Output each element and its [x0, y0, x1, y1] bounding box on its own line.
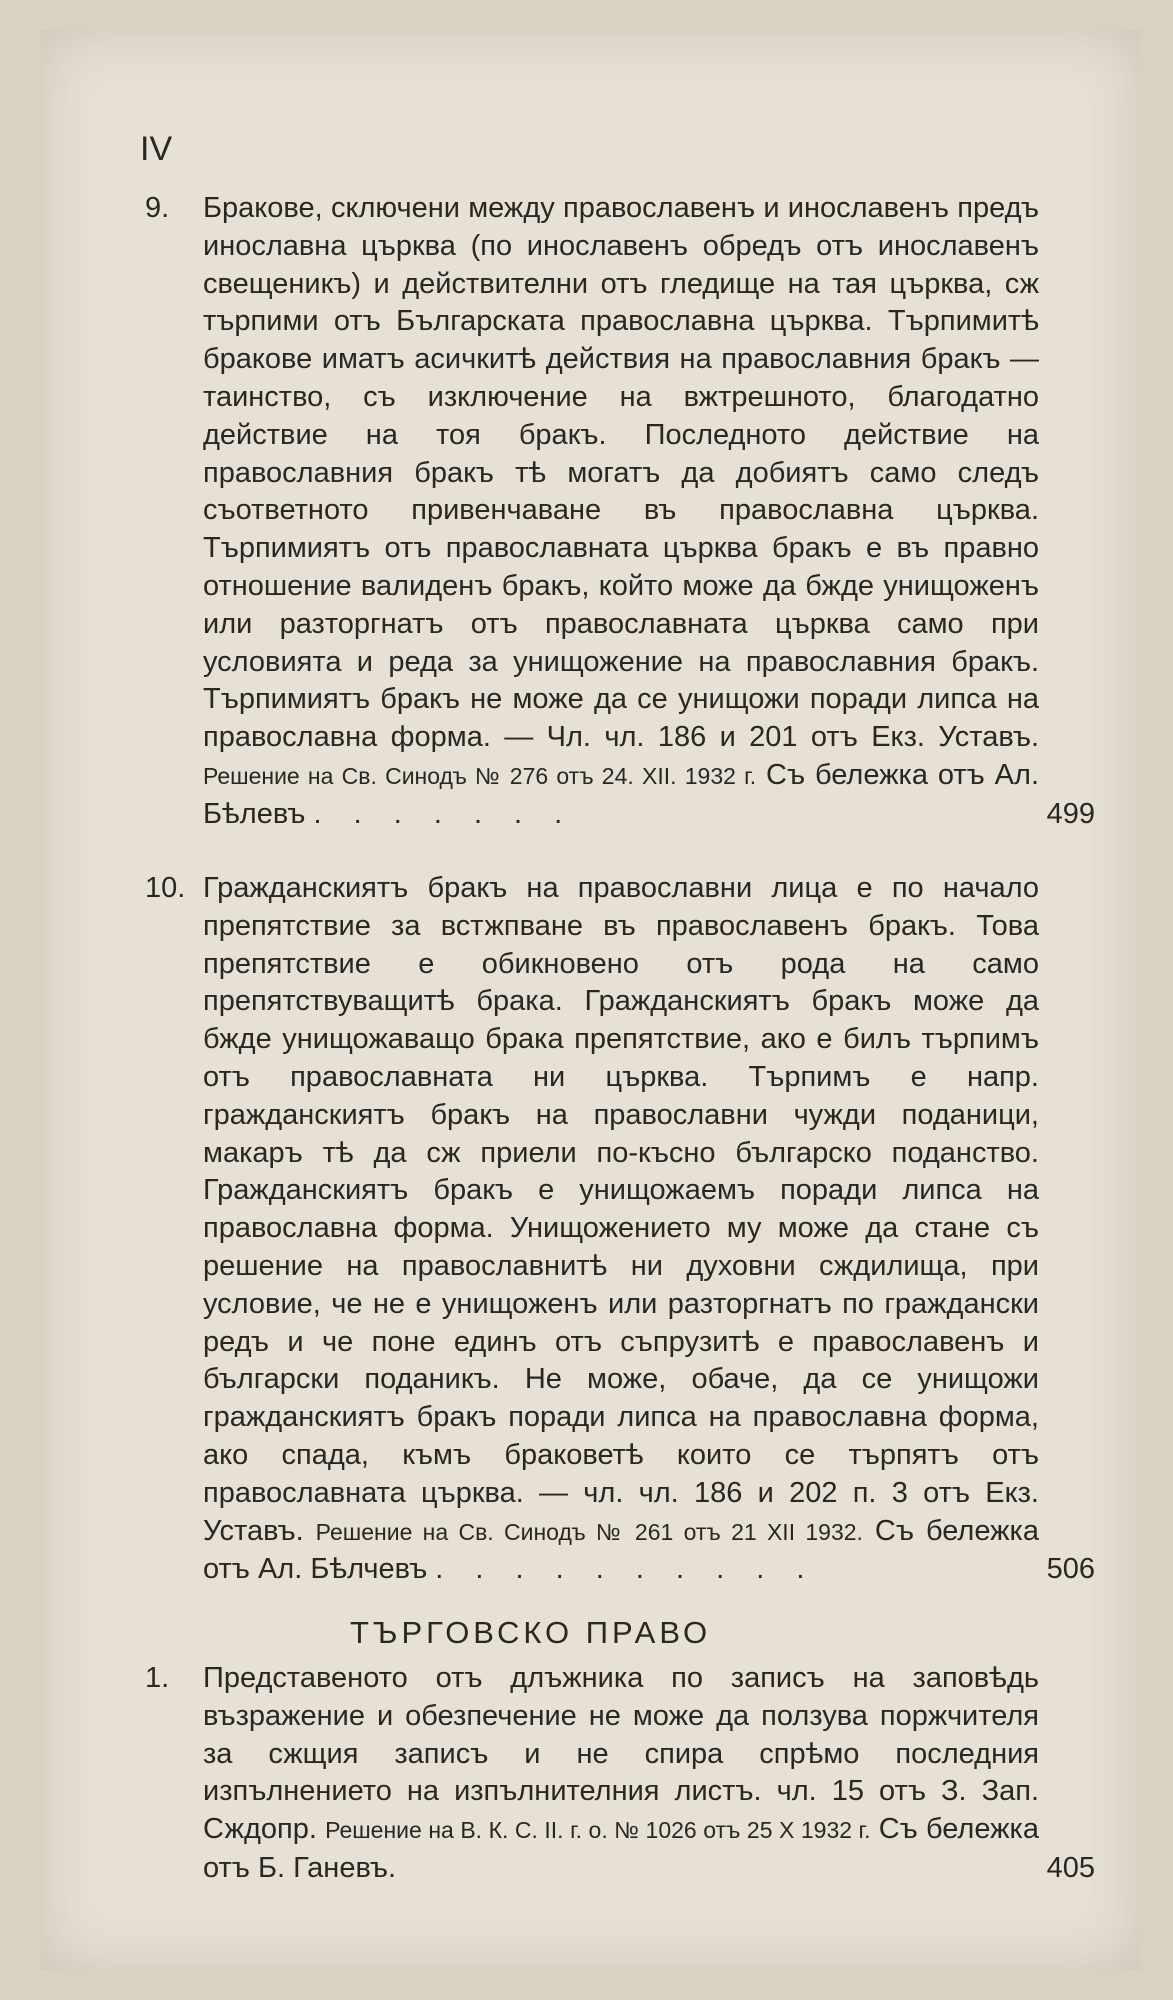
entry-body [203, 1660, 1039, 1888]
leader-dots: . . . . . . . . . . [435, 1553, 817, 1586]
entry-number: 10. [145, 872, 186, 904]
page-number: IV [140, 130, 173, 168]
entry-body [203, 870, 1039, 1589]
entry-note: Съ бележка отъ Ал. Бѣлевъ [203, 758, 1040, 830]
entry-page-ref: 506 [1046, 1553, 1095, 1586]
entry-text: Бракове, сключени между православенъ и инославенъ предъ инославна църква (по инославенъ обредъ отъ инославенъ свещеникъ) и действителни отъ гледище на тая църква, сж търпими отъ Българската православна църква. Търпимитѣ бракове иматъ асичкитѣ действия на православния бракъ — таинство, съ изключение на вжтрешното, благодатно действие на тоя бракъ. Последното действие на православния бракъ тѣ могатъ да добиятъ само следъ съответното привенчаване въ православна църква. Търпимиятъ отъ православната църква бракъ е въ правно отношение валиденъ бракъ, който може да бжде унищоженъ или разторгнатъ отъ православната църква само при условията и реда за унищожение на православния бракъ. Търпимиятъ бракъ не може да се унищожи поради липса на православна форма. — Чл. чл. 186 и 201 отъ Екз. Уставъ. [203, 192, 1039, 754]
entry-number: 9. [145, 192, 170, 224]
entry-source: Решение на В. К. С. II. г. о. № 1026 отъ 25 X 1932 г. [325, 1817, 871, 1844]
book-page [40, 30, 1140, 1970]
entry-note: Съ бележка отъ Ал. Бѣлчевъ [203, 1514, 1039, 1586]
entry-text: Гражданскиятъ бракъ на православни лица е по начало препятствие за встжпване въ православенъ бракъ. Това препятствие е обикновено отъ рода на само препятствуващитѣ брака. Гражданскиятъ бракъ може да бжде унищожаващо брака препятствие, ако е билъ търпимъ отъ православната ни църква. Търпимъ е напр. гражданскиятъ бракъ на православни чужди поданици, макаръ тѣ да сж приели по-късно българско поданство. Гражданскиятъ бракъ е унищожаемъ поради липса на православна форма. Унищожението му може да стане съ решение на православнитѣ ни духовни сждилища, при условие, че не е унищоженъ или разторгнатъ по граждански редъ и че поне единъ отъ съпрузитѣ е православенъ и български поданикъ. Не може, обаче, да се унищожи гражданскиятъ бракъ поради липса на православна форма, ако спада, къмъ браковетѣ които се търпятъ отъ православната църква. — чл. чл. 186 и 202 п. 3 отъ Екз. Уставъ. [203, 872, 1039, 1547]
entry-source: Решение на Св. Синодъ № 276 отъ 24. XII. 1932 г. [203, 762, 757, 789]
entry-page-ref: 499 [1046, 797, 1095, 830]
section-title: ТЪРГОВСКО ПРАВО [350, 1615, 712, 1650]
entry-commercial-1 [145, 1660, 1095, 1888]
entry-note: Съ бележка отъ Б. Ганевъ. [203, 1813, 1040, 1884]
entry-text: Представеното отъ длъжника по записъ на заповѣдь възражение и обезпечение не може да ползува поржчителя за сжщия записъ и не спира спрѣмо последния изпълнението на изпълнителния листъ. чл. 15 отъ З. Зап. Сждопр. [203, 1662, 1039, 1846]
entry-body [203, 190, 1039, 834]
entry-number: 1. [145, 1662, 170, 1694]
entry-source: Решение на Св. Синодъ № 261 отъ 21 XII 1932. [315, 1518, 863, 1545]
leader-dots: . . . . . . . [313, 797, 575, 830]
entry-9 [145, 190, 1095, 834]
entry-page-ref: 405 [1046, 1851, 1095, 1884]
entry-10 [145, 870, 1095, 1589]
